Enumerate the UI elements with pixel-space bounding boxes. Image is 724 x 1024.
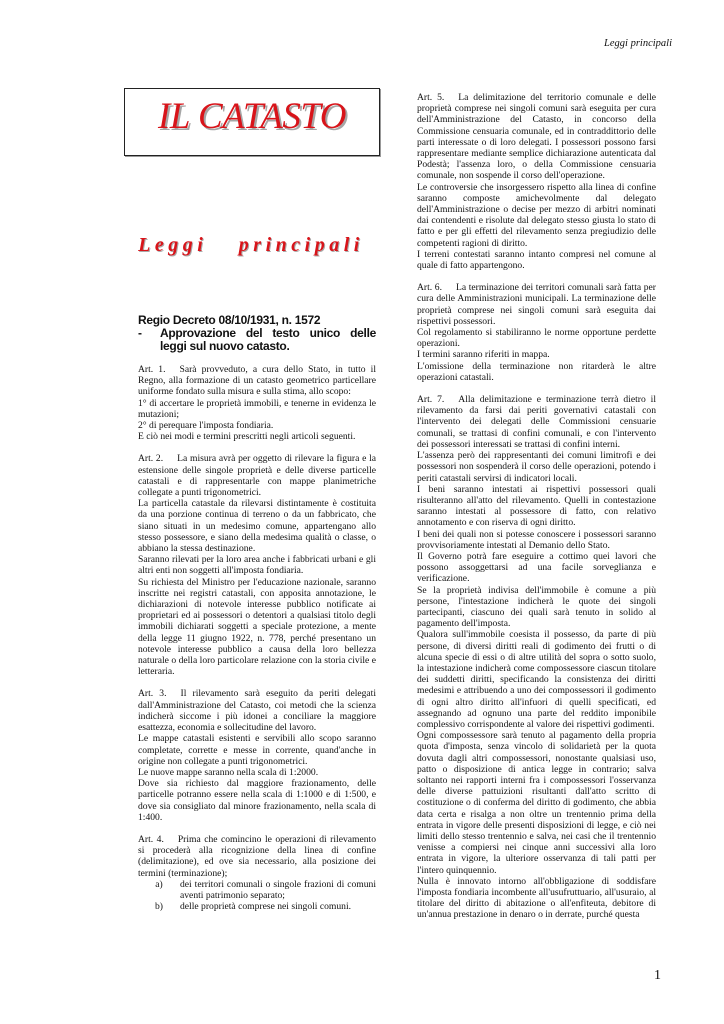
article-paragraph	[138, 364, 376, 398]
article-paragraph	[417, 629, 656, 730]
article-label: Art. 4.	[138, 833, 164, 845]
article-paragraph	[417, 529, 656, 551]
article-paragraph	[138, 733, 376, 767]
paragraph-text: E ciò nei modi e termini prescritti negli articoli seguenti.	[138, 431, 356, 443]
list-text: delle proprietà comprese nei singoli comuni.	[180, 901, 352, 913]
title-box	[124, 88, 380, 156]
article	[138, 834, 376, 912]
paragraph-text: Ogni compossessore sarà tenuto al pagamento della propria quota d'imposta, senza vincolo di solidarietà per la quota dovuta dagli altri compossessori, nonostante qualsiasi uso, patto o disposizione di antica legge in contrario; salva soltanto nei rapporti interni fra i compossessori l'osservanza delle diverse pattuizioni risultanti dall'atto scritto di costituzione o di conferma del diritto di godimento, che abbia data certa e risalga a non oltre un trentennio prima della entrata in vigore delle presenti disposizioni di legge, e ciò nei limiti dello stesso trentennio e salva, nei casi che il trentennio venisse a compiersi nei cinque anni successivi alla loro entrata in vigore, la ulteriore osservanza di tali patti per l'intero quinquennio.	[417, 730, 656, 876]
paragraph-text: I terreni contestati saranno intanto compresi nel comune al quale di fatto appartengono.	[417, 248, 656, 272]
paragraph-text: Col regolamento si stabiliranno le norme opportune perdette operazioni.	[417, 327, 656, 350]
article-paragraph	[138, 498, 376, 554]
article-paragraph	[417, 92, 656, 182]
paragraph-text: Se la proprietà indivisa dell'immobile è comune a più persone, l'intestazione indicherà le quote dei singoli partecipanti, ciascuno dei quali sarà tenuto in solido al pagamento dell'imposta.	[417, 584, 656, 630]
article-label: Art. 5.	[417, 92, 445, 103]
article-paragraph	[417, 730, 656, 876]
list-text: dei territori comunali o singole frazioni di comuni aventi patrimonio separato;	[180, 878, 376, 901]
paragraph-text: Le nuove mappe saranno nella scala di 1:2000.	[138, 766, 319, 778]
article-paragraph	[417, 394, 656, 450]
paragraph-text: 1° di accertare le proprietà immobili, e tenerne in evidenza le mutazioni;	[138, 397, 376, 420]
decree-subtitle: Approvazione del testo unico delle leggi sul nuovo catasto.	[160, 326, 376, 353]
paragraph-text: La delimitazione del territorio comunale e delle proprietà comprese nei singoli comuni sarà eseguita per cura dell'Amministrazione del Catasto, in concorso della Commissione censuaria comunale, ed in contraddittorio delle parti interessate o di loro delegati. I possessori possono farsi rappresentare mediante semplice dichiarazione autenticata dal Podestà; l'assenza loro, o della Commissione censuaria comunale, non sospende il corso dell'operazione.	[417, 92, 656, 182]
paragraph-text: Le controversie che insorgessero rispetto alla linea di confine saranno composte amichevolmente dal delegato dell'Amministrazione o decise per mezzo di arbitri nominati dai contendenti e risolute dal delegato stesso giusta lo stato di fatto e per gli effetti del rilevamento senza pregiudizio delle competenti ragioni di diritto.	[417, 181, 656, 249]
paragraph-text: L'omissione della terminazione non ritarderà le altre operazioni catastali.	[417, 360, 656, 383]
list-item	[138, 879, 376, 901]
article-paragraph	[417, 585, 656, 630]
right-articles	[417, 92, 656, 921]
paragraph-text: I beni saranno intestati ai rispettivi possessori quali risulteranno all'atto del rilevamento. Quelli in contestazione saranno intestati al possessore di fatto, con relativo annotamento e con riserva di ogni diritto.	[417, 483, 656, 529]
paragraph-text: La terminazione dei territori comunali sarà fatta per cura delle Amministrazioni municipali. La terminazione delle proprietà comprese nei singoli comuni sarà eseguita dai rispettivi possessori.	[417, 282, 657, 327]
left-articles	[138, 364, 376, 912]
article-paragraph	[138, 420, 376, 431]
paragraph-text: La particella catastale da rilevarsi distintamente è costituita da una porzione continua di terreno o da un fabbricato, che siano situati in un medesimo comune, appartengano allo stesso possessore, e siano della medesima qualità o classe, o abbiano la stessa destinazione.	[138, 498, 376, 555]
paragraph-text: Nulla è innovato intorno all'obbligazione di soddisfare l'imposta fondiaria incombente all'usufruttuario, all'usuraio, al titolare del diritto di abitazione o all'enfiteuta, debitore di un'annua prestazione in denaro o in derrate, purché questa	[417, 875, 656, 921]
header-title: Leggi principali	[604, 38, 672, 49]
article-paragraph	[417, 876, 656, 921]
paragraph-text: Saranno rilevati per la loro area anche i fabbricati urbani e gli altri enti non soggetti all'imposta fondiaria.	[138, 554, 376, 577]
paragraph-text: Alla delimitazione e terminazione terrà dietro il rilevamento da farsi dai periti governativi catastali con l'intervento dei delegati delle Commissioni censuarie comunali, se trattasi di confini comunali, e con l'intervento dei possessori interessati se trattasi di confini interni.	[417, 394, 656, 450]
left-column	[138, 314, 376, 923]
paragraph-text: Sarà provveduto, a cura dello Stato, in tutto il Regno, alla formazione di un catasto geometrico particellare uniforme fondato sulla misura e sulla stima, allo scopo:	[138, 364, 376, 398]
article-paragraph	[138, 554, 376, 576]
article-label: Art. 1.	[138, 364, 166, 375]
page-number: 1	[654, 968, 661, 983]
paragraph-text: La misura avrà per oggetto di rilevare la figura e la estensione delle singole proprietà e delle diverse particelle catastali e di rappresentarle con mappe planimetriche collegate a punti trigonometrici.	[138, 453, 377, 499]
paragraph-text: I termini saranno riferiti in mappa.	[417, 349, 550, 361]
article-paragraph	[138, 688, 376, 733]
article	[138, 364, 376, 442]
paragraph-text: Il rilevamento sarà eseguito da periti delegati dall'Amministrazione del Catasto, coi metodi che la scienza indicherà siccome i più idonei a conciliare la maggiore esattezza, economia e sollecitudine del lavoro.	[138, 688, 377, 734]
article-paragraph	[417, 282, 656, 327]
article-paragraph	[417, 551, 656, 585]
decree-subtitle-row	[138, 327, 376, 353]
article	[138, 688, 376, 822]
article-paragraph	[417, 182, 656, 249]
article-paragraph	[417, 349, 656, 360]
article-paragraph	[138, 398, 376, 420]
article-paragraph	[417, 361, 656, 383]
list-item	[138, 901, 376, 912]
paragraph-text: Dove sia richiesto dal maggiore frazionamento, delle particelle potranno essere nella scala di 1:1000 e di 1:500, e dove sia consigliato dal minore frazionamento, nella scala di 1:400.	[138, 778, 376, 823]
paragraph-text: L'assenza però dei rappresentanti dei comuni limitrofi e dei possessori non sospenderà il corso delle operazioni, potendo i periti catastali servirsi di indicatori locali.	[417, 450, 656, 484]
document-subtitle: Leggi principali	[138, 234, 364, 256]
article-label: Art. 6.	[417, 282, 443, 294]
article-label: Art. 7.	[417, 394, 445, 406]
article-paragraph	[138, 453, 376, 498]
article-paragraph	[417, 327, 656, 349]
article-paragraph	[138, 778, 376, 823]
list-letter: b)	[155, 901, 163, 913]
paragraph-text: 2° di perequare l'imposta fondiaria.	[138, 420, 274, 432]
article	[417, 92, 656, 271]
article	[417, 394, 656, 921]
paragraph-text: Il Governo potrà fare eseguire a cottimo quei lavori che possono assoggettarsi ad una facile sorveglianza e verificazione.	[417, 550, 656, 585]
right-column	[417, 92, 656, 932]
decree-dash: -	[138, 326, 142, 340]
article-label: Art. 3.	[138, 688, 167, 700]
paragraph-text: I beni dei quali non si potesse conoscere i possessori saranno provvisoriamente intestati al Demanio dello Stato.	[417, 528, 656, 551]
decree-title: Regio Decreto 08/10/1931, n. 1572	[138, 313, 321, 327]
list-letter: a)	[155, 878, 163, 890]
article-paragraph	[138, 577, 376, 678]
article-label: Art. 2.	[138, 453, 164, 465]
paragraph-text: Su richiesta del Ministro per l'educazione nazionale, saranno inscritte nei registri catastali, con apposita annotazione, le dichiarazioni di notevole interesse pubblico notificate ai proprietari ed ai possessori o detentori a qualsiasi titolo degli immobili dichiarati soggetti a speciale protezione, a mente della legge 11 giugno 1922, n. 778, perché presentano un notevole interesse pubblico a causa della loro bellezza naturale o della loro particolare relazione con la storia civile e letteraria.	[138, 576, 376, 678]
article-paragraph	[138, 834, 376, 879]
document-title: IL CATASTO	[158, 96, 346, 137]
article	[138, 453, 376, 677]
paragraph-text: Qualora sull'immobile coesista il possesso, da parte di più persone, di diversi diritti reali di godimento dei frutti o di alcuna specie di essi o di altre utilità del sopra o sotto suolo, la intestazione indicherà come compossessore ciascun titolare dei suddetti diritti, specificando la consistenza dei diritti medesimi e attribuendo a uno dei compossessori il godimento di ogni altro diritto all'infuori di quelli specificati, ed assegnando ad ognuno una parte del reddito imponibile complessivo corrispondente al valore dei rispettivi godimenti.	[417, 629, 656, 730]
article	[417, 282, 656, 383]
article-paragraph	[417, 484, 656, 529]
article-paragraph	[417, 249, 656, 271]
paragraph-text: Le mappe catastali esistenti e servibili allo scopo saranno completate, corrette e messe in corrente, quand'anche in origine non collegate a punti trigonometrici.	[138, 733, 376, 767]
article-paragraph	[138, 431, 376, 442]
article-paragraph	[417, 450, 656, 484]
paragraph-text: Prima che comincino le operazioni di rilevamento si procederà alla ricognizione della linea di confine (delimitazione), ed ove sia necessario, alla posizione dei termini (terminazione);	[138, 833, 377, 879]
article-paragraph	[138, 767, 376, 778]
